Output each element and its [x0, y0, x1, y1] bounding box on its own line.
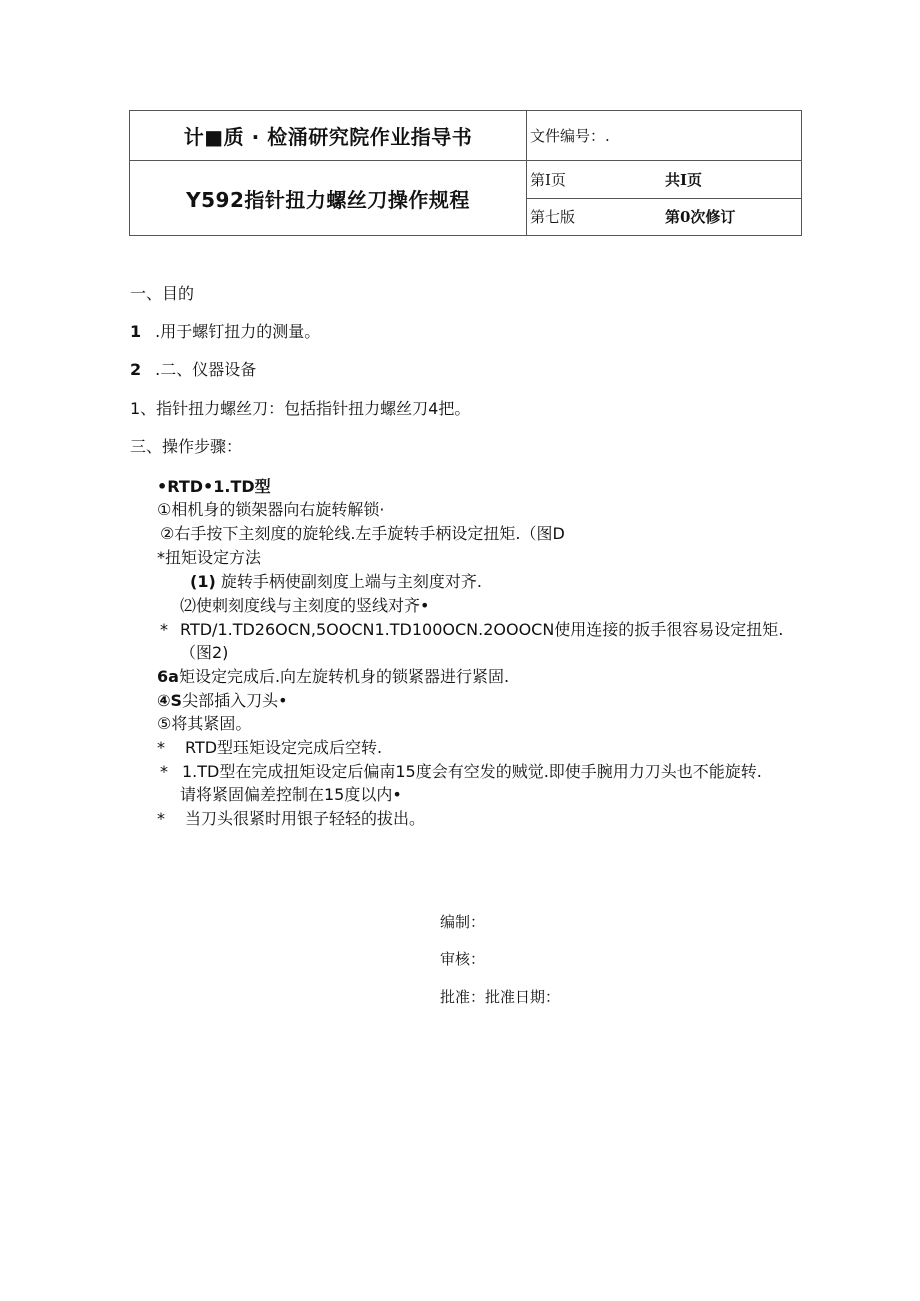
total-pages: 共I页 [665, 171, 703, 190]
note-rtd-star: * [160, 620, 168, 639]
note-3-text: 当刀头很紧时用银子轻轻的拔出。 [185, 809, 426, 828]
prepared-by: 编制： [440, 913, 486, 931]
method-1-text: 旋转手柄使副刻度上端与主刻度对齐. [220, 572, 482, 591]
step-1: ①相机身的锁架器向右旋转解锁· [157, 500, 385, 519]
equipment-item-text: .二、仪器设备 [155, 360, 257, 379]
step-3-prefix: 6a [157, 667, 179, 686]
note-rtd [160, 620, 783, 640]
purpose-item-text: .用于螺钉扭力的测量。 [155, 322, 321, 341]
method-1 [190, 572, 482, 592]
purpose-item-number: 1 [130, 322, 142, 341]
doc-title-cell [130, 161, 527, 236]
revision: 第0次修订 [665, 208, 736, 227]
step-5: ⑤将其紧固。 [157, 714, 252, 733]
note-1-text: RTD型珏矩设定完成后空转. [185, 738, 383, 757]
note-rtd-text: RTD/1.TD26OCN,5OOCN1.TD100OCN.2OOOCN使用连接的扳手很容易设定扭矩. [180, 620, 784, 639]
note-2 [160, 762, 762, 782]
step-4 [157, 691, 288, 711]
step-3-text: 矩设定完成后.向左旋转机身的锁紧器进行紧固. [178, 667, 510, 686]
method-2: ⑵使刺刻度线与主刻度的竖线对齐• [180, 596, 430, 615]
note-2-continued: 请将紧固偏差控制在15度以内• [180, 785, 402, 804]
page-info-cell [527, 161, 802, 198]
step-4-text: 尖部插入刀头• [182, 691, 288, 710]
purpose-heading: 一、目的 [130, 284, 195, 303]
torque-method-heading: *扭矩设定方法 [157, 548, 262, 567]
note-3-star: * [157, 809, 165, 828]
method-1-number: (1) [190, 572, 216, 591]
note-1-star: * [157, 738, 165, 757]
reviewed-by: 审核： [440, 950, 486, 968]
steps-type: •RTD•1.TD型 [157, 477, 271, 496]
step-2: ②右手按下主刻度的旋轮线.左手旋转手柄设定扭矩.（图D [160, 524, 565, 543]
file-number-cell [527, 111, 802, 161]
note-rtd-figure: （图2) [180, 643, 229, 662]
equipment-line: 1、指针扭力螺丝刀：包括指针扭力螺丝刀4把。 [130, 399, 471, 418]
header-table [129, 110, 802, 236]
file-number: 文件编号：. [530, 127, 610, 146]
note-2-star: * [160, 762, 168, 781]
doc-title: Y592指针扭力螺丝刀操作规程 [186, 187, 470, 212]
institute-title: 计■质 · 检涌研究院作业指导书 [183, 125, 473, 150]
equipment-item-number: 2 [130, 360, 142, 379]
approved-by: 批准：批准日期： [440, 988, 561, 1006]
note-2-text: 1.TD型在完成扭矩设定后偏南15度会有空发的贼觉.即使手腕用力刀头也不能旋转. [182, 762, 762, 781]
page-number: 第I页 [530, 171, 566, 190]
edition-cell [527, 198, 802, 235]
purpose-item [130, 322, 320, 342]
step-4-prefix: ④S [157, 691, 183, 710]
edition: 第七版 [530, 208, 576, 227]
institute-title-cell [130, 111, 527, 161]
note-3 [157, 809, 425, 829]
step-3 [157, 667, 509, 687]
equipment-item [130, 360, 256, 380]
note-1 [157, 738, 382, 758]
steps-heading: 三、操作步骤： [130, 437, 243, 456]
